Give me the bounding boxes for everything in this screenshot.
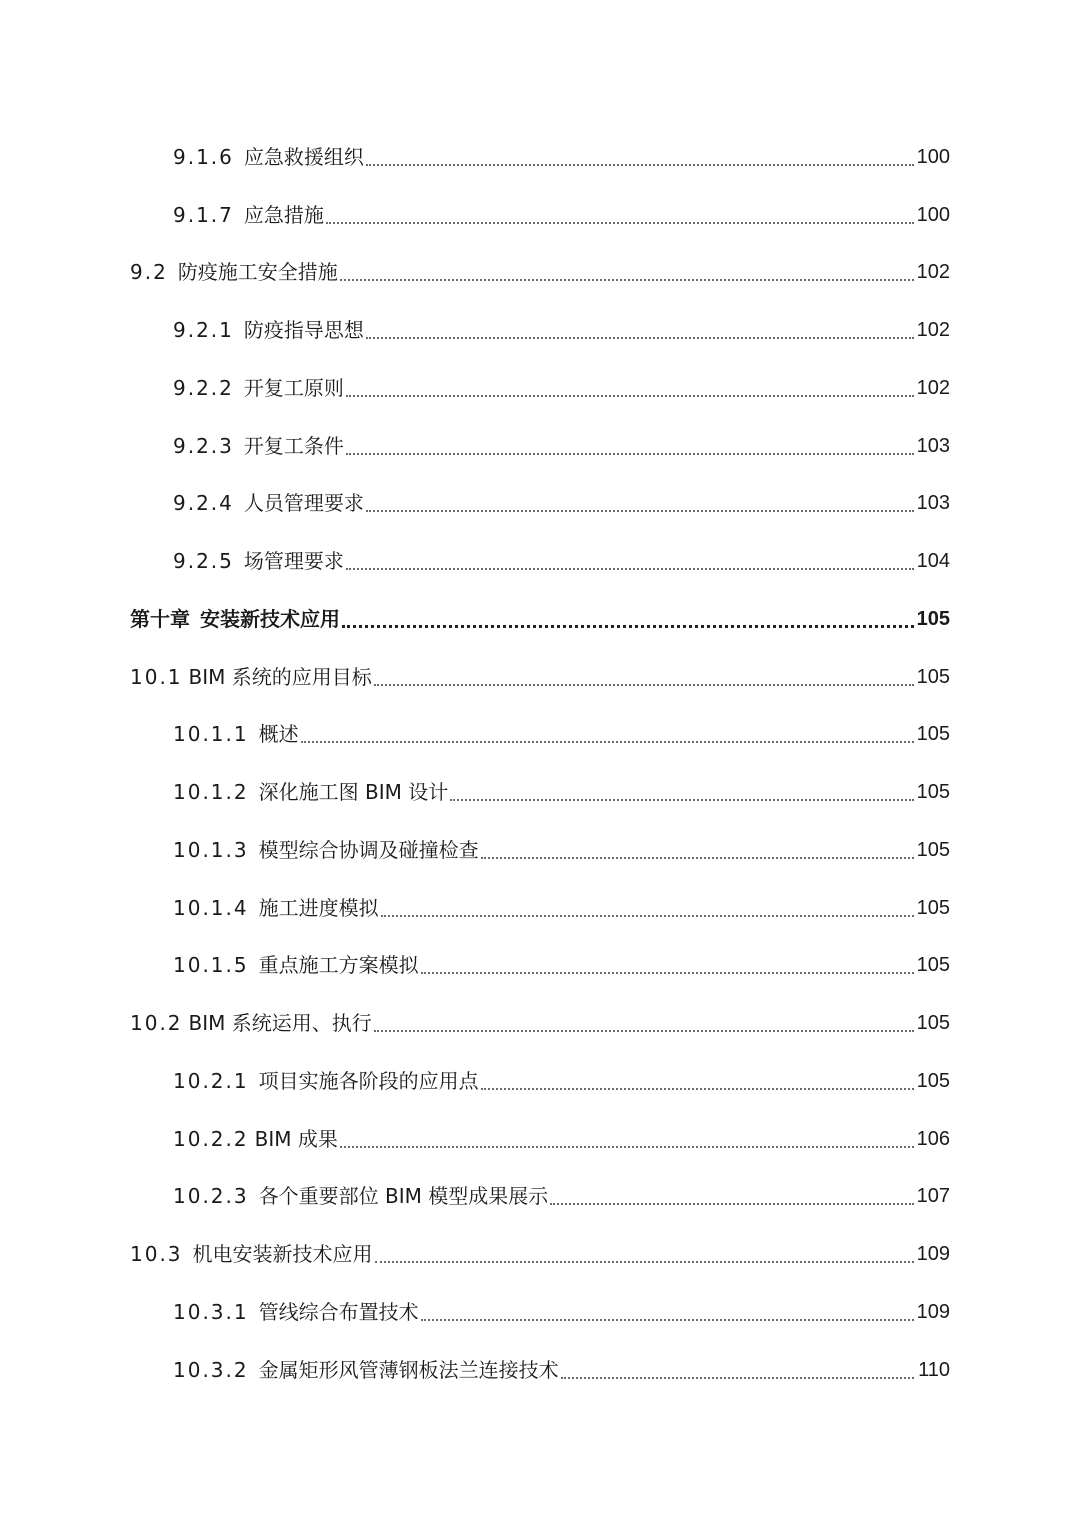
toc-entry-page: 110 (918, 1358, 950, 1381)
toc-entry-page: 105 (916, 781, 950, 804)
toc-entry[interactable] (0, 475, 1080, 533)
toc-entry-number: 9.2.2 (173, 375, 234, 400)
toc-entry-page: 102 (916, 376, 950, 399)
toc-chapter-entry[interactable] (0, 590, 1080, 648)
toc-dot-leader (481, 856, 914, 859)
toc-entry[interactable] (0, 648, 1080, 706)
toc-dot-leader (342, 624, 914, 628)
toc-entry-number: 9.2 (130, 260, 168, 285)
toc-entry-page: 106 (916, 1127, 950, 1150)
toc-entry-page: 107 (916, 1185, 950, 1208)
toc-entry-number: 10.3.2 (173, 1357, 249, 1382)
toc-dot-leader (450, 798, 914, 801)
toc-entry[interactable] (0, 1283, 1080, 1341)
toc-entry-title: BIM 系统的应用目标 (188, 664, 372, 689)
toc-entry-number: 10.1 (130, 664, 183, 689)
toc-dot-leader (346, 567, 914, 570)
toc-dot-leader (340, 278, 914, 281)
toc-entry-title: 管线综合布置技术 (258, 1299, 419, 1324)
toc-entry[interactable] (0, 1168, 1080, 1226)
toc-entry-page: 105 (916, 954, 950, 977)
toc-entry-title: 应急救援组织 (243, 144, 364, 169)
toc-dot-leader (346, 452, 914, 455)
toc-entry-page: 102 (916, 319, 950, 342)
toc-entry[interactable] (0, 128, 1080, 186)
toc-entry-page: 103 (916, 492, 950, 515)
toc-entry[interactable] (0, 706, 1080, 764)
toc-entry-number: 10.1.5 (173, 953, 249, 978)
toc-entry-number: 第十章 (130, 606, 190, 631)
toc-entry-title: 施工进度模拟 (258, 895, 379, 920)
toc-entry-number: 10.1.1 (173, 722, 249, 747)
toc-entry[interactable] (0, 879, 1080, 937)
toc-entry-title: 项目实施各阶段的应用点 (258, 1068, 479, 1093)
toc-entry-page: 103 (916, 434, 950, 457)
toc-entry[interactable] (0, 186, 1080, 244)
toc-entry-page: 102 (916, 261, 950, 284)
toc-entry-title: 机电安装新技术应用 (192, 1242, 373, 1267)
toc-dot-leader (421, 971, 914, 974)
toc-entry-page: 105 (916, 1012, 950, 1035)
toc-entry-title: 防疫施工安全措施 (177, 260, 338, 285)
toc-entry-number: 9.2.5 (173, 549, 234, 574)
toc-entry-number: 9.2.4 (173, 491, 234, 516)
toc-dot-leader (421, 1318, 914, 1321)
toc-entry-page: 105 (916, 896, 950, 919)
toc-entry-number: 9.2.1 (173, 318, 234, 343)
toc-dot-leader (346, 394, 914, 397)
toc-entry-title: 开复工原则 (243, 375, 344, 400)
toc-dot-leader (550, 1202, 914, 1205)
toc-entry-page: 105 (916, 838, 950, 861)
toc-entry-title: 应急措施 (243, 202, 324, 227)
toc-entry[interactable] (0, 359, 1080, 417)
toc-entry-number: 10.2.3 (173, 1184, 249, 1209)
toc-entry-number: 10.2.2 (173, 1126, 249, 1151)
toc-dot-leader (374, 683, 914, 686)
toc-entry-title: 重点施工方案模拟 (258, 953, 419, 978)
toc-entry-title: 人员管理要求 (243, 491, 364, 516)
toc-entry-page: 105 (916, 723, 950, 746)
toc-entry-page: 105 (916, 1069, 950, 1092)
toc-entry-number: 9.1.6 (173, 144, 234, 169)
toc-entry-title: 概述 (258, 722, 299, 747)
toc-entry-title: 开复工条件 (243, 433, 344, 458)
toc-entry-page: 104 (916, 550, 950, 573)
toc-entry-page: 105 (916, 665, 950, 688)
toc-entry[interactable] (0, 1341, 1080, 1399)
toc-entry-title: 防疫指导思想 (243, 318, 364, 343)
toc-entry[interactable] (0, 244, 1080, 302)
toc-entry-title: 各个重要部位 BIM 模型成果展示 (258, 1184, 549, 1209)
toc-dot-leader (381, 914, 914, 917)
toc-entry-number: 10.1.3 (173, 837, 249, 862)
toc-entry-number: 10.2.1 (173, 1068, 249, 1093)
toc-entry-number: 10.1.4 (173, 895, 249, 920)
toc-entry-title: 金属矩形风管薄钢板法兰连接技术 (258, 1357, 559, 1382)
toc-entry-page: 109 (916, 1243, 950, 1266)
toc-entry-title: BIM 成果 (254, 1126, 338, 1151)
toc-entry[interactable] (0, 417, 1080, 475)
toc-dot-leader (340, 1145, 914, 1148)
toc-dot-leader (375, 1260, 914, 1263)
toc-entry[interactable] (0, 994, 1080, 1052)
toc-dot-leader (561, 1376, 914, 1379)
toc-entry[interactable] (0, 301, 1080, 359)
toc-entry[interactable] (0, 1052, 1080, 1110)
toc-entry-title: 安装新技术应用 (200, 606, 340, 631)
toc-dot-leader (301, 740, 914, 743)
toc-entry-title: 场管理要求 (243, 549, 344, 574)
toc-entry-number: 10.1.2 (173, 780, 249, 805)
toc-dot-leader (326, 221, 914, 224)
toc-entry-number: 10.3 (130, 1242, 183, 1267)
toc-dot-leader (481, 1087, 914, 1090)
toc-entry-title: 模型综合协调及碰撞检查 (258, 837, 479, 862)
toc-entry-title: BIM 系统运用、执行 (188, 1011, 372, 1036)
toc-entry[interactable] (0, 1225, 1080, 1283)
toc-entry-number: 10.3.1 (173, 1299, 249, 1324)
toc-dot-leader (374, 1029, 914, 1032)
toc-entry-page: 109 (916, 1300, 950, 1323)
toc-entry[interactable] (0, 937, 1080, 995)
toc-dot-leader (366, 163, 914, 166)
toc-entry-number: 10.2 (130, 1011, 183, 1036)
toc-entry[interactable] (0, 821, 1080, 879)
toc-entry-page: 105 (916, 607, 950, 630)
toc-entry[interactable] (0, 763, 1080, 821)
toc-entry-title: 深化施工图 BIM 设计 (258, 780, 449, 805)
toc-entry[interactable] (0, 1110, 1080, 1168)
toc-dot-leader (366, 509, 914, 512)
toc-entry-page: 100 (916, 145, 950, 168)
toc-dot-leader (366, 336, 914, 339)
table-of-contents (0, 128, 1080, 1399)
toc-entry-number: 9.2.3 (173, 433, 234, 458)
toc-entry-page: 100 (916, 203, 950, 226)
toc-entry[interactable] (0, 532, 1080, 590)
toc-entry-number: 9.1.7 (173, 202, 234, 227)
